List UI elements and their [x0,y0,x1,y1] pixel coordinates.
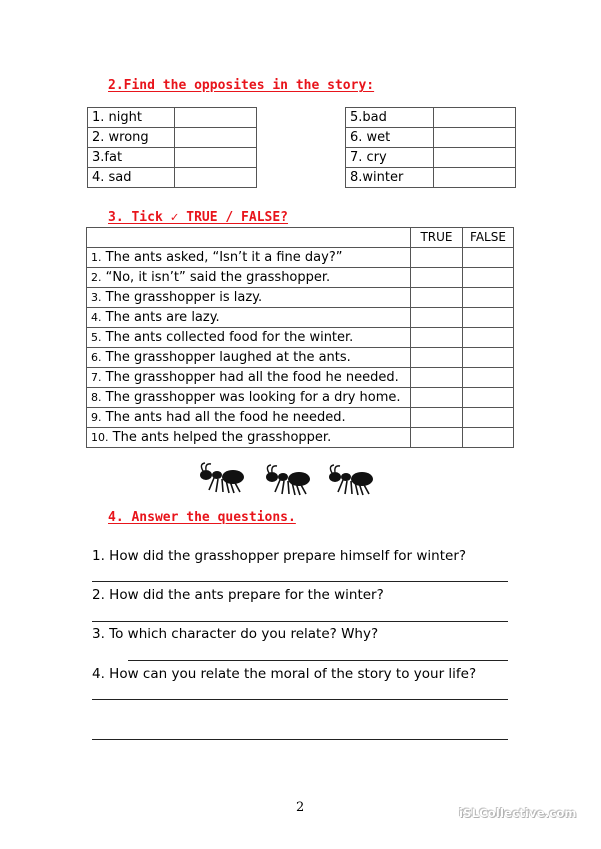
true-checkbox-cell[interactable] [411,368,463,388]
table-row [346,148,516,168]
table-row [88,128,257,148]
statement-text: The grasshopper was looking for a dry home. [105,390,401,405]
true-checkbox-cell[interactable] [411,428,463,448]
false-checkbox-cell[interactable] [463,268,514,288]
table-row [88,108,257,128]
page-number: 2 [296,800,305,815]
statement-cell [87,248,411,268]
word-cell: 2. wrong [88,128,175,148]
statement-number: 5. [91,331,102,344]
false-checkbox-cell[interactable] [463,308,514,328]
true-checkbox-cell[interactable] [411,248,463,268]
answer-cell[interactable] [175,148,257,168]
statement-cell [87,388,411,408]
statement-text: The ants are lazy. [105,310,220,325]
table-row [87,348,514,368]
statement-text: The grasshopper laughed at the ants. [105,350,351,365]
statement-number: 8. [91,391,102,404]
answer-cell[interactable] [434,148,516,168]
answer-line[interactable] [92,621,508,622]
statement-number: 6. [91,351,102,364]
table-row [87,368,514,388]
true-false-table [86,227,514,448]
answer-cell[interactable] [175,108,257,128]
true-checkbox-cell[interactable] [411,388,463,408]
statement-number: 2. [91,271,102,284]
statement-text: The grasshopper had all the food he needed. [105,370,399,385]
false-column-header: FALSE [463,228,514,248]
statement-cell [87,428,411,448]
false-checkbox-cell[interactable] [463,288,514,308]
word-cell: 5.bad [346,108,434,128]
statement-number: 3. [91,291,102,304]
table-row [87,428,514,448]
false-checkbox-cell[interactable] [463,348,514,368]
word-cell: 3.fat [88,148,175,168]
statement-cell [87,288,411,308]
answer-cell[interactable] [434,128,516,148]
true-column-header: TRUE [411,228,463,248]
table-row [87,308,514,328]
question-3: 3. To which character do you relate? Why? [92,626,379,642]
question-2: 2. How did the ants prepare for the winter? [92,587,384,603]
answer-line[interactable] [128,660,508,661]
watermark-logo: iSLCollective.com [459,806,577,820]
word-cell: 8.winter [346,168,434,188]
statement-number: 4. [91,311,102,324]
true-checkbox-cell[interactable] [411,328,463,348]
statement-number: 9. [91,411,102,424]
ant-icon [197,460,247,500]
ant-icon [326,462,376,502]
section2-heading: 2.Find the opposites in the story: [108,78,375,93]
statement-text: “No, it isn’t” said the grasshopper. [105,270,331,285]
opposites-table-left [87,107,257,188]
statement-cell [87,268,411,288]
answer-cell[interactable] [434,108,516,128]
table-row [346,108,516,128]
true-checkbox-cell[interactable] [411,268,463,288]
word-cell: 4. sad [88,168,175,188]
statement-cell [87,408,411,428]
true-checkbox-cell[interactable] [411,408,463,428]
section4-heading: 4. Answer the questions. [108,510,296,525]
table-row [87,268,514,288]
table-row [346,128,516,148]
answer-cell[interactable] [434,168,516,188]
statement-text: The ants collected food for the winter. [105,330,354,345]
table-header-row [87,228,514,248]
table-row [87,388,514,408]
table-row [87,328,514,348]
statement-number: 7. [91,371,102,384]
true-checkbox-cell[interactable] [411,288,463,308]
answer-line[interactable] [92,739,508,740]
table-row [346,168,516,188]
true-checkbox-cell[interactable] [411,348,463,368]
table-row [87,248,514,268]
statement-cell [87,348,411,368]
question-4: 4. How can you relate the moral of the story to your life? [92,666,477,682]
statement-text: The ants asked, “Isn’t it a fine day?” [105,250,343,265]
statement-text: The ants helped the grasshopper. [112,430,332,445]
answer-cell[interactable] [175,168,257,188]
true-checkbox-cell[interactable] [411,308,463,328]
table-row [87,288,514,308]
false-checkbox-cell[interactable] [463,388,514,408]
answer-line[interactable] [92,581,508,582]
statement-number: 1. [91,251,102,264]
section3-heading: 3. Tick ✓ TRUE / FALSE? [108,210,289,225]
false-checkbox-cell[interactable] [463,408,514,428]
word-cell: 6. wet [346,128,434,148]
answer-cell[interactable] [175,128,257,148]
ant-icon [263,462,313,502]
statement-text: The grasshopper is lazy. [105,290,263,305]
statement-cell [87,308,411,328]
statement-cell [87,368,411,388]
word-cell: 1. night [88,108,175,128]
word-cell: 7. cry [346,148,434,168]
false-checkbox-cell[interactable] [463,368,514,388]
false-checkbox-cell[interactable] [463,328,514,348]
false-checkbox-cell[interactable] [463,248,514,268]
statement-cell [87,328,411,348]
table-row [87,408,514,428]
table-row [88,148,257,168]
statement-text: The ants had all the food he needed. [105,410,346,425]
table-row [88,168,257,188]
statement-number: 10. [91,431,109,444]
question-1: 1. How did the grasshopper prepare himself for winter? [92,548,467,564]
opposites-table-right [345,107,516,188]
false-checkbox-cell[interactable] [463,428,514,448]
answer-line[interactable] [92,699,508,700]
